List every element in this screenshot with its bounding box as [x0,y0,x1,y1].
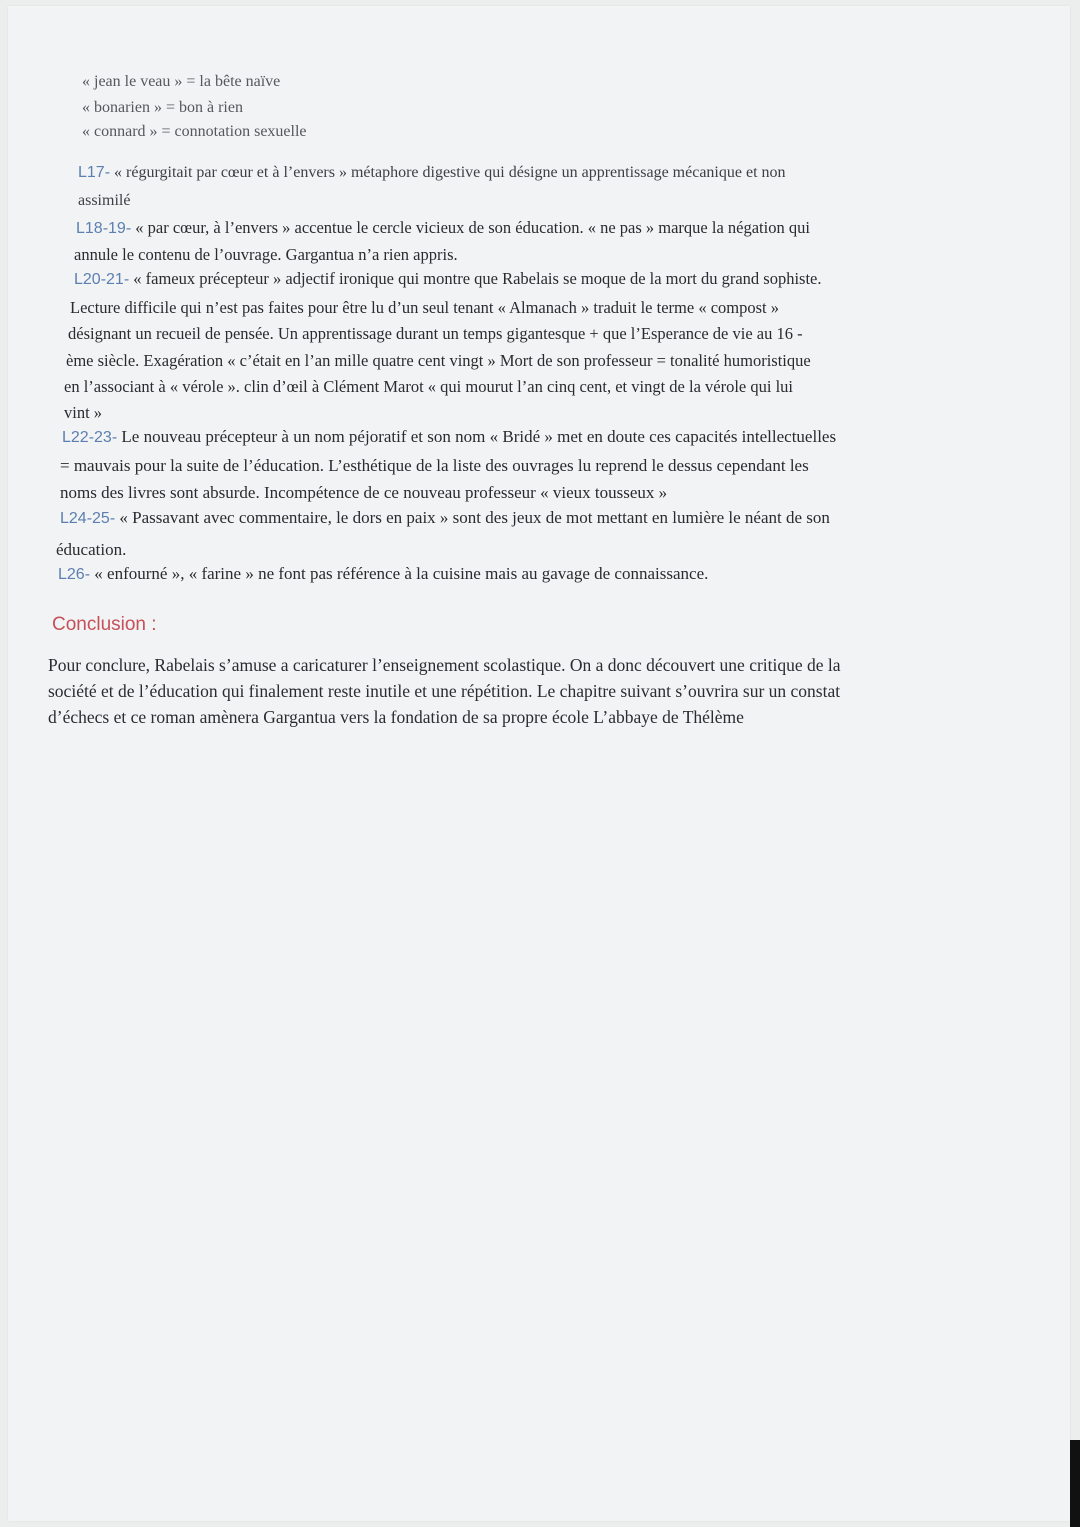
conclusion-line-3: d’échecs et ce roman amènera Gargantua vers la fondation de sa propre école L’abbaye de Thélème [48,707,744,727]
analysis-l17-line-2: assimilé [78,192,131,209]
analysis-l22-line-1: L22-23- Le nouveau précepteur à un nom péjoratif et son nom « Bridé » met en doute ces capacités intellectuelles [62,427,837,446]
conclusion-line-1: Pour conclure, Rabelais s’amuse a caricaturer l’enseignement scolastique. On a donc découvert une critique de la [48,655,841,675]
analysis-l22-line-3: noms des livres sont absurde. Incompétence de ce nouveau professeur « vieux tousseux » [60,483,668,502]
analysis-l24-line-2: éducation. [56,540,127,559]
line-ref-l17: L17- [78,164,111,181]
definition-jean-le-veau: « jean le veau » = la bête naïve [82,73,281,90]
definition-connard: « connard » = connotation sexuelle [82,123,307,140]
analysis-l26-line-1: L26- « enfourné », « farine » ne font pas référence à la cuisine mais au gavage de connaissance. [58,564,709,583]
line-ref-l22: L22-23- [62,429,118,446]
analysis-l18-line-1: L18-19- « par cœur, à l’envers » accentue le cercle vicieux de son éducation. « ne pas » marque la négation qui [76,218,810,237]
analysis-l20-line-6: vint » [64,403,103,422]
line-ref-l24: L24-25- [60,510,116,527]
analysis-l22-line-2: = mauvais pour la suite de l’éducation. L’esthétique de la liste des ouvrages lu reprend le dessus cependant les [60,456,809,475]
line-ref-l20: L20-21- [74,271,130,288]
analysis-l17-line-1: L17- « régurgitait par cœur et à l’envers » métaphore digestive qui désigne un apprentissage mécanique et non [78,164,786,181]
line-ref-l18: L18-19- [76,220,132,237]
analysis-l20-line-1: L20-21- « fameux précepteur » adjectif ironique qui montre que Rabelais se moque de la mort du grand sophiste. [74,269,822,288]
definition-bonarien: « bonarien » = bon à rien [82,99,243,116]
analysis-l20-line-3: désignant un recueil de pensée. Un apprentissage durant un temps gigantesque + que l’Esperance de vie au 16 - [68,324,803,343]
analysis-l20-line-5: en l’associant à « vérole ». clin d’œil à Clément Marot « qui mourut l’an cinq cent, et vingt de la vérole qui lui [64,377,794,396]
line-ref-l26: L26- [58,566,91,583]
conclusion-line-2: société et de l’éducation qui finalement reste inutile et une répétition. Le chapitre suivant s’ouvrira sur un constat [48,681,841,701]
photo-edge-shadow [1070,1440,1080,1527]
conclusion-paragraph [48,652,841,730]
analysis-l20-line-2: Lecture difficile qui n’est pas faites pour être lu d’un seul tenant « Almanach » traduit le terme « compost » [70,298,779,317]
analysis-l18-line-2: annule le contenu de l’ouvrage. Gargantua n’a rien appris. [74,245,458,264]
analysis-l24-line-1: L24-25- « Passavant avec commentaire, le dors en paix » sont des jeux de mot mettant en lumière le néant de son [60,508,830,527]
conclusion-heading: Conclusion : [52,614,157,635]
analysis-l20-line-4: ème siècle. Exagération « c’était en l’an mille quatre cent vingt » Mort de son professeur = tonalité humoristique [66,351,811,370]
